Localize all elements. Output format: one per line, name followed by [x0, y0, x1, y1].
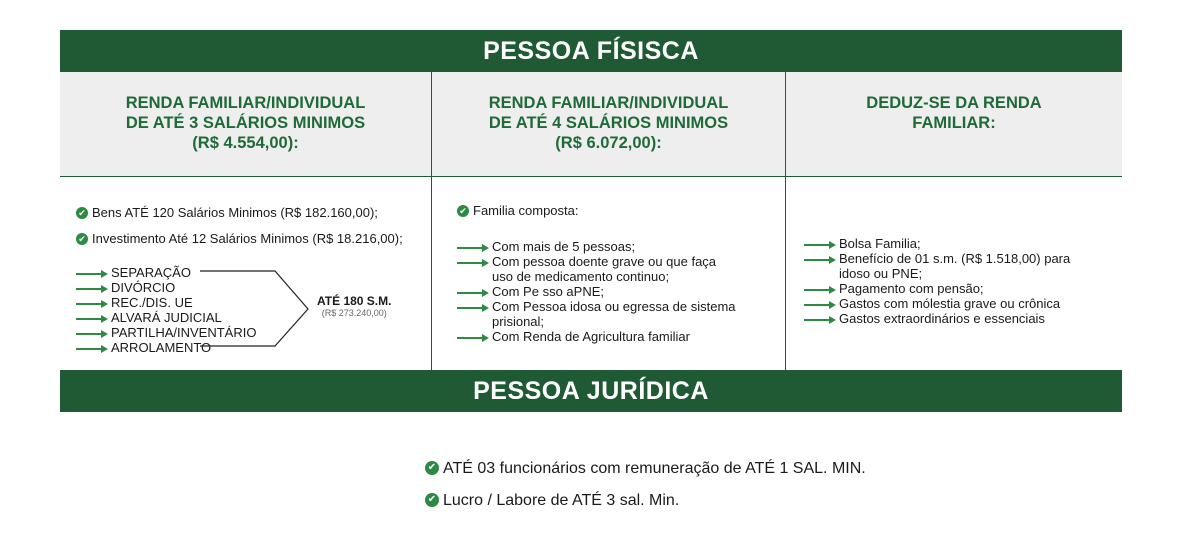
check-item [76, 205, 378, 220]
list-item: Bolsa Familia; [804, 236, 1070, 251]
check-circle-icon [76, 207, 88, 219]
heading-line: DEDUZ-SE DA RENDA [866, 94, 1042, 112]
check-item [425, 492, 679, 510]
arrow-right-icon [76, 299, 108, 309]
arrow-right-icon [457, 243, 489, 253]
check-text: Lucro / Labore de ATÉ 3 sal. Min. [443, 492, 680, 509]
list-item: SEPARAÇÃO [76, 265, 256, 280]
arrow-right-icon [76, 314, 108, 324]
family-list [457, 239, 736, 344]
check-item [76, 231, 403, 246]
arrow-right-icon [76, 329, 108, 339]
check-item [457, 203, 578, 218]
arrow-right-icon [804, 300, 836, 310]
list-item-continuation: idoso ou PNE; [839, 266, 923, 281]
check-circle-icon [425, 493, 439, 507]
heading-line: RENDA FAMILIAR/INDIVIDUAL [488, 94, 729, 112]
check-text: ATÉ 03 funcionários com remuneração de ATÉ 1 SAL. MIN. [443, 460, 866, 477]
list-item: ALVARÁ JUDICIAL [76, 310, 256, 325]
check-text: Bens ATÉ 120 Salários Minimos (R$ 182.160,00); [92, 205, 378, 220]
column-deducoes [786, 72, 1122, 370]
list-item: Gastos com mólestia grave ou crônica [804, 296, 1070, 311]
list-item-continuation: prisional; [492, 314, 545, 329]
arrow-right-icon [804, 285, 836, 295]
heading-line: FAMILIAR: [912, 114, 996, 132]
pessoa-fisica-header: PESSOA FÍSISCA [60, 30, 1122, 72]
arrow-right-icon [76, 344, 108, 354]
list-item: Com mais de 5 pessoas; [457, 239, 736, 254]
column-heading [60, 72, 431, 177]
list-item: DIVÓRCIO [76, 280, 256, 295]
deduction-list [804, 236, 1070, 326]
limit-value: (R$ 273.240,00) [321, 308, 387, 318]
list-item: Com Renda de Agricultura familiar [457, 329, 736, 344]
arrow-right-icon [76, 284, 108, 294]
arrow-right-icon [804, 240, 836, 250]
arrow-right-icon [457, 288, 489, 298]
check-circle-icon [457, 205, 469, 217]
heading-line: DE ATÉ 3 SALÁRIOS MINIMOS [125, 114, 366, 132]
column-heading [432, 72, 785, 177]
list-item: Pagamento com pensão; [804, 281, 1070, 296]
heading-line: (R$ 6.072,00): [555, 134, 662, 152]
arrow-right-icon [804, 255, 836, 265]
list-item: Gastos extraordinários e essenciais [804, 311, 1070, 326]
check-item [425, 460, 866, 478]
list-item: PARTILHA/INVENTÁRIO [76, 325, 256, 340]
bracket-icon [200, 268, 315, 352]
list-item: REC./DIS. UE [76, 295, 256, 310]
list-item: Com Pe sso aPNE; [457, 284, 736, 299]
list-item: Com pessoa doente grave ou que faça [457, 254, 736, 269]
column-heading [786, 72, 1122, 177]
pessoa-juridica-header: PESSOA JURÍDICA [60, 370, 1122, 412]
arrow-right-icon [457, 303, 489, 313]
check-circle-icon [425, 461, 439, 475]
arrow-right-icon [76, 269, 108, 279]
arrow-right-icon [457, 333, 489, 343]
column-4-salarios [432, 72, 785, 370]
heading-line: (R$ 4.554,00): [192, 134, 299, 152]
list-item-continuation: uso de medicamento continuo; [492, 269, 670, 284]
check-text: Investimento Até 12 Salários Minimos (R$ 18.216,00); [92, 231, 403, 246]
check-circle-icon [76, 233, 88, 245]
heading-line: DE ATÉ 4 SALÁRIOS MINIMOS [488, 114, 729, 132]
heading-line: RENDA FAMILIAR/INDIVIDUAL [125, 94, 366, 112]
list-item: ARROLAMENTO [76, 340, 256, 355]
limit-label: ATÉ 180 S.M. [317, 294, 392, 308]
list-item: Benefício de 01 s.m. (R$ 1.518,00) para [804, 251, 1070, 266]
limit-box [317, 294, 391, 318]
column-3-salarios [60, 72, 431, 370]
arrow-right-icon [457, 258, 489, 268]
arrow-right-icon [804, 315, 836, 325]
check-text: Familia composta: [473, 203, 579, 218]
pessoa-fisica-table [60, 72, 1122, 370]
list-item: Com Pessoa idosa ou egressa de sistema [457, 299, 736, 314]
